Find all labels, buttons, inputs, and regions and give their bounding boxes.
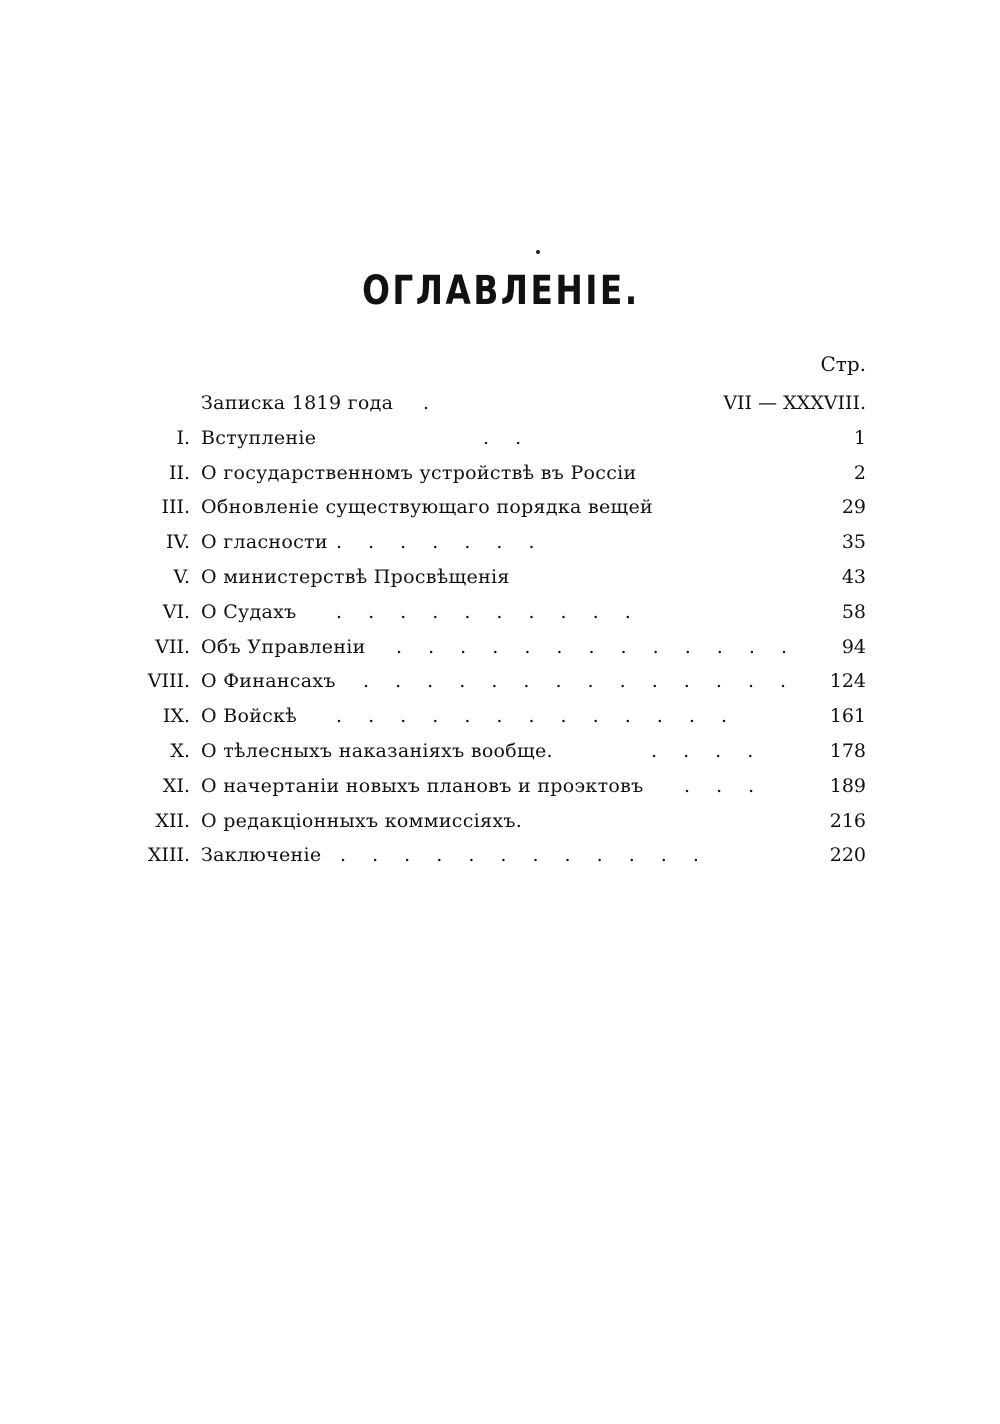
toc-entry xyxy=(100,560,866,595)
toc-entry xyxy=(100,630,866,665)
toc-entry-page: 43 xyxy=(841,565,866,588)
toc-entry-number: II. xyxy=(168,461,190,484)
toc-entry-page: 1 xyxy=(853,426,866,449)
toc-entry-page: 2 xyxy=(853,461,866,484)
toc-entry xyxy=(100,595,866,630)
toc-entry xyxy=(100,804,866,839)
toc-entry-page: 35 xyxy=(841,531,866,554)
toc-entry xyxy=(100,699,866,734)
toc-entry-page: 216 xyxy=(829,809,866,832)
toc-entry-leader-dots: . . . . . . . xyxy=(336,531,545,554)
print-speck xyxy=(536,250,540,254)
page-title: ОГЛАВЛЕНІЕ. xyxy=(362,268,640,314)
toc-entry-page: 178 xyxy=(829,739,866,762)
toc-entry xyxy=(100,421,866,456)
toc-entry-page: 29 xyxy=(841,496,866,519)
toc-entry-page: 220 xyxy=(829,844,866,867)
toc-entry-number: I. xyxy=(176,426,190,449)
toc-entry-number: XI. xyxy=(162,774,190,797)
toc-entry-number: IX. xyxy=(162,705,190,728)
toc-entry-number: III. xyxy=(161,496,190,519)
toc-entry-label: Вступленіе xyxy=(201,426,317,449)
toc-entry-label: О государственномъ устройствѣ въ Россіи xyxy=(201,461,637,484)
toc-entry xyxy=(100,664,866,699)
toc-entry xyxy=(100,769,866,804)
toc-entry-label: Заключеніе xyxy=(201,844,322,867)
toc-entry-number: VII. xyxy=(155,635,190,658)
toc-entry-number: XIII. xyxy=(147,844,190,867)
toc-entry-label: Обновленіе существующаго порядка вещей xyxy=(201,496,653,519)
toc-entry-page: 189 xyxy=(829,774,866,797)
toc-entry-number: XII. xyxy=(155,809,190,832)
toc-entry-leader-dots: . . . . . . . . . . . . xyxy=(340,844,709,867)
toc-entry-label: О гласности xyxy=(201,531,328,554)
toc-entry-leader-dots: . . . . . . . . . . . . . . xyxy=(363,670,797,693)
toc-entry-leader-dots: . . . . . . . . . . xyxy=(336,600,641,623)
toc-entry-label: О редакціонныхъ коммиссіяхъ. xyxy=(201,809,523,832)
toc-entry-page: VII — XXXVIII. xyxy=(723,392,866,414)
toc-entry xyxy=(100,838,866,873)
toc-entry-leader-dots: . . . xyxy=(684,774,765,797)
toc-entry-page: 124 xyxy=(829,670,866,693)
toc-entry-number: X. xyxy=(170,739,190,762)
toc-entry-label: О министерствѣ Просвѣщенія xyxy=(201,565,510,588)
toc-entry-page: 58 xyxy=(841,600,866,623)
toc-entry-page: 94 xyxy=(841,635,866,658)
toc-entry xyxy=(100,456,866,491)
toc-entry-number: VI. xyxy=(162,600,190,623)
toc-entry-leader-dots: . . . . . . . . . . . . . xyxy=(336,705,737,728)
page-column-header: Стр. xyxy=(820,352,866,376)
toc-entry xyxy=(100,525,866,560)
toc-entry-number: IV. xyxy=(166,531,190,554)
toc-entry-leader-dots: . xyxy=(423,392,440,414)
toc-entry-leader-dots: . . . . xyxy=(651,739,764,762)
toc-entry-label: О тѣлесныхъ наказаніяхъ вообще. xyxy=(201,739,553,762)
toc-entry-leader-dots: . . . . . . . . . . . . . xyxy=(396,635,797,658)
toc-entry-label: Записка 1819 года xyxy=(201,392,394,414)
toc-entry xyxy=(100,734,866,769)
toc-entry-label: О Судахъ xyxy=(201,600,297,623)
toc-entry xyxy=(100,490,866,525)
table-of-contents xyxy=(100,386,866,873)
toc-entry-label: О начертаніи новыхъ плановъ и проэктовъ xyxy=(201,774,644,797)
toc-entry-leader-dots: . . xyxy=(483,426,532,449)
toc-entry-label: О Финансахъ xyxy=(201,670,336,693)
toc-entry-number: V. xyxy=(173,565,190,588)
toc-entry xyxy=(100,386,866,421)
toc-entry-label: Объ Управленіи xyxy=(201,635,366,658)
toc-entry-number: VIII. xyxy=(147,670,190,693)
toc-entry-page: 161 xyxy=(829,705,866,728)
toc-entry-label: О Войскѣ xyxy=(201,705,298,728)
